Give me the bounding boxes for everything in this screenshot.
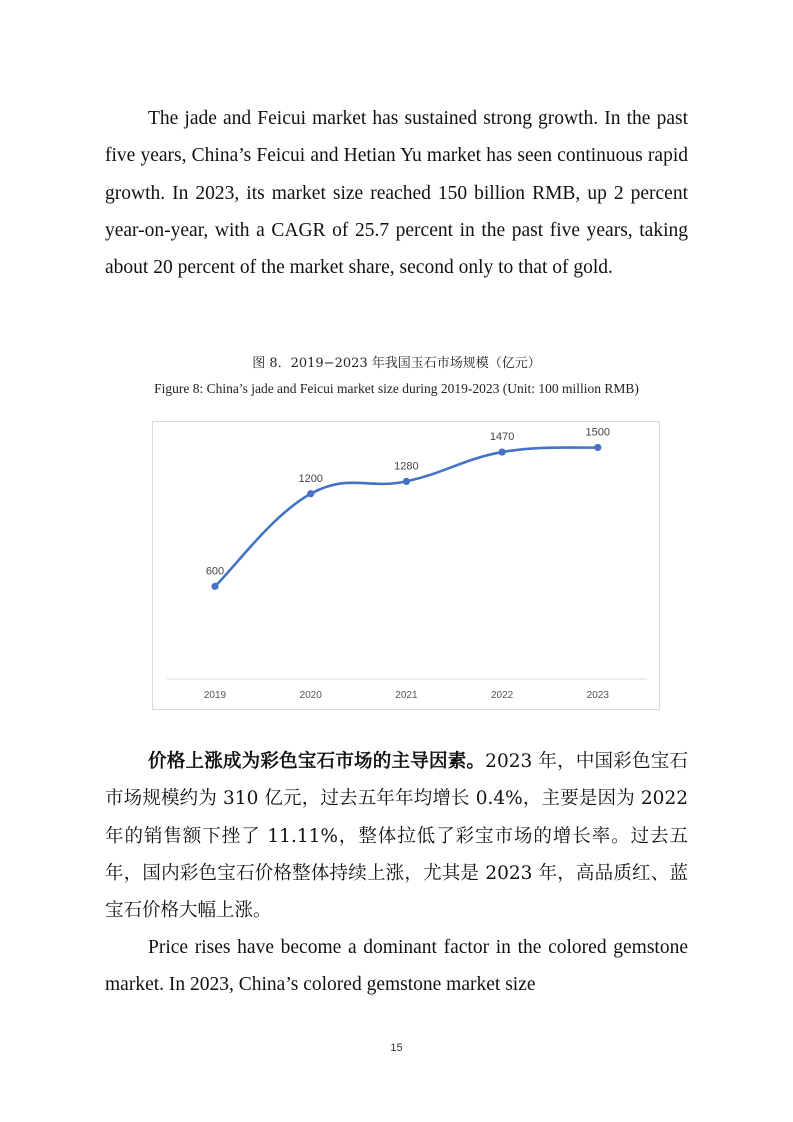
x-tick-label: 2019 (203, 690, 227, 701)
data-point (499, 448, 506, 455)
x-tick-label: 2021 (395, 690, 418, 701)
paragraph-jade-market: The jade and Feicui market has sustained strong growth. In the past five years, China’s Feicui and Hetian Yu market has seen continuous rapid growth. In 2023, its market size reached 150 billion RMB, up 2 percent year-on-year, with a CAGR of 25.7 percent in the past five years, taking about 20 percent of the market share, second only to that of gold. (105, 108, 688, 279)
line-chart (153, 422, 659, 709)
data-label: 1280 (394, 460, 419, 473)
figure-caption-chinese: 图 8．2019−2023 年我国玉石市场规模（亿元） (252, 356, 541, 371)
paragraph-lead-bold: 价格上涨成为彩色宝石市场的主导因素。 (148, 751, 486, 772)
page-number: 15 (390, 1042, 403, 1054)
x-tick-label: 2020 (299, 690, 322, 701)
paragraph-colored-gemstone-zh (105, 743, 688, 929)
data-point (307, 490, 314, 497)
paragraph-body: 2023 年，中国彩色宝石市场规模约为 310 亿元，过去五年年均增长 0.4%，主要是因为 2022 年的销售额下挫了 11.11%，整体拉低了彩宝市场的增长率。过去五年，国内彩色宝石价格整体持续上涨，尤其是 2023 年，高品质红、蓝宝石价格大幅上涨。 (105, 751, 688, 922)
data-point (403, 478, 410, 485)
figure-caption-english: Figure 8: China’s jade and Feicui market size during 2019-2023 (Unit: 100 million RMB) (154, 381, 639, 396)
data-label: 600 (205, 565, 225, 578)
paragraph-colored-gemstone-en: Price rises have become a dominant factor in the colored gemstone market. In 2023, China’s colored gemstone market size (105, 937, 688, 996)
line-chart-frame (152, 421, 660, 710)
data-label: 1470 (489, 431, 515, 444)
x-tick-label: 2023 (586, 690, 609, 701)
data-label: 1500 (585, 426, 611, 439)
x-tick-label: 2022 (490, 690, 514, 701)
data-point (211, 583, 218, 590)
data-label: 1200 (298, 472, 323, 485)
data-point (594, 444, 601, 451)
